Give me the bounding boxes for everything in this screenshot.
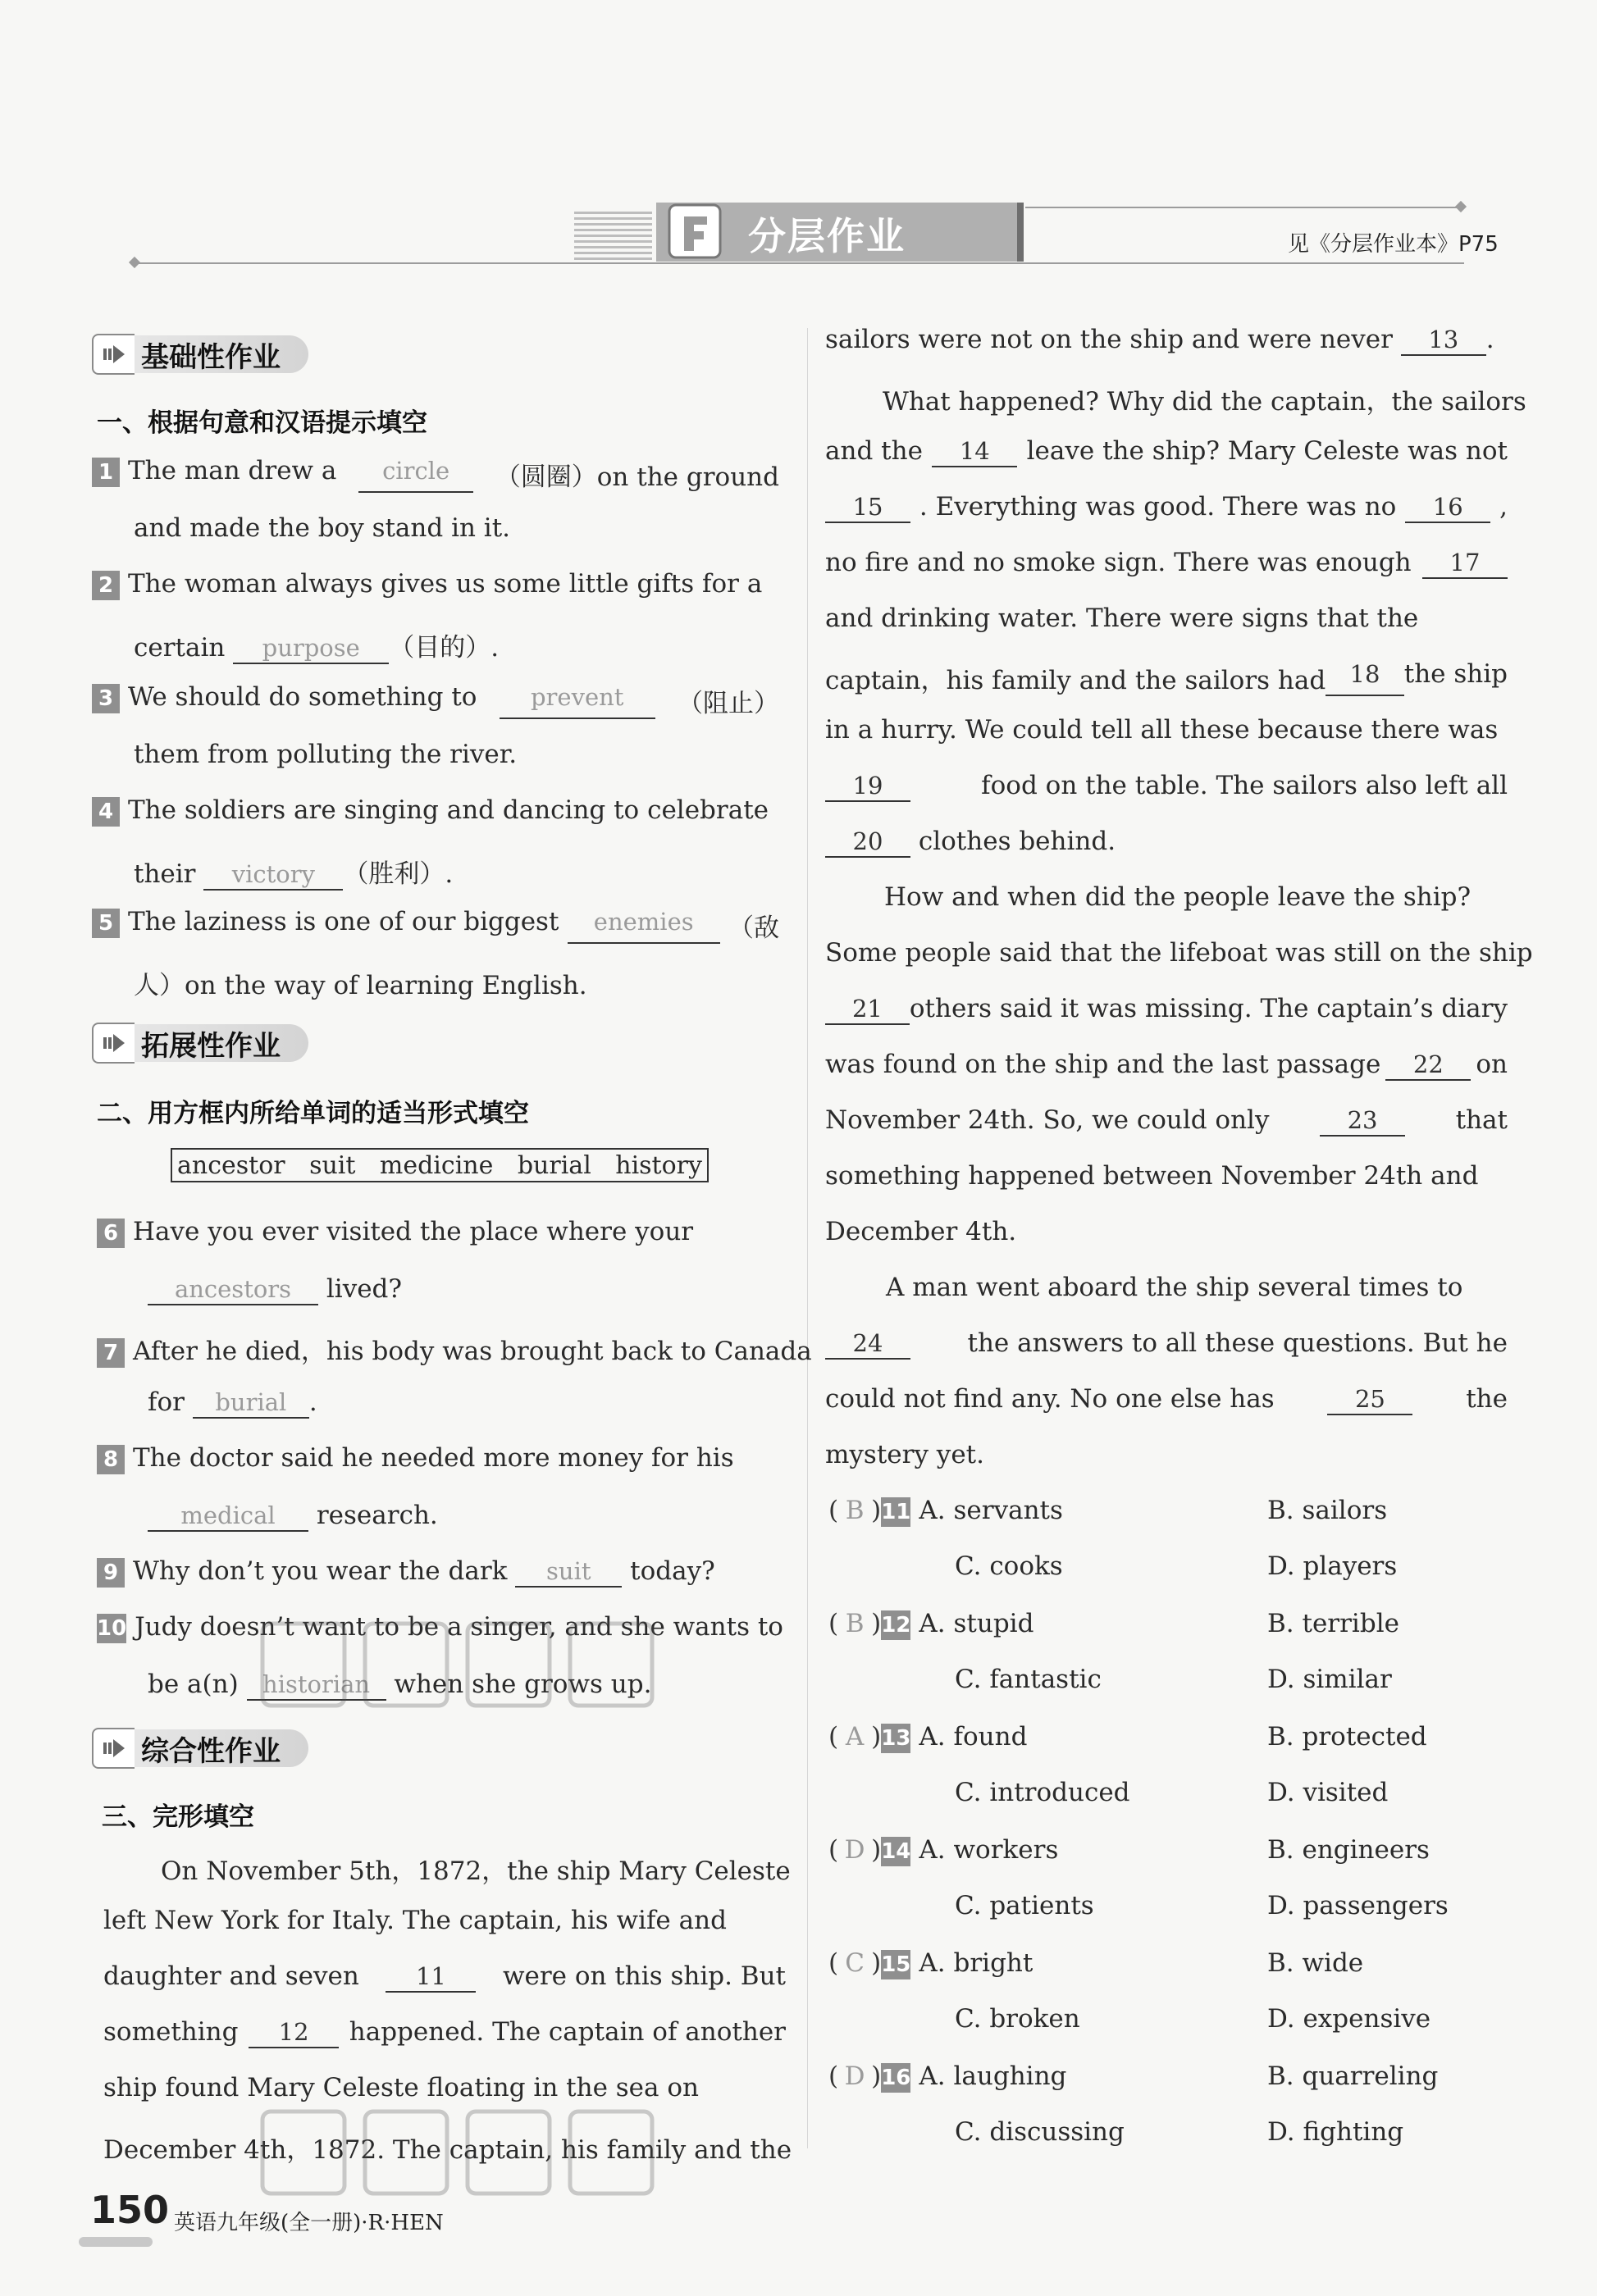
mc-answer: C [845,1948,865,1978]
item-2-line1: 2 The woman always gives us some little gifts for a [92,569,779,600]
word-box-word: burial [517,1150,591,1180]
item-4-line2: their victory （胜利）. [134,859,454,889]
passage-line: captain，his family and the sailors had 18 the ship [825,659,1508,695]
cloze-blank: 20 [825,827,910,858]
item-3-line1: 3 We should do something to prevent （阻止） [92,682,779,719]
passage-line: December 4th. [825,1217,1017,1246]
mc-option[interactable]: D. similar [1267,1665,1392,1694]
item-4-line1: 4 The soldiers are singing and dancing to celebrate [92,795,779,827]
answer-blank[interactable]: medical [148,1501,308,1532]
cloze-blank: 15 [825,492,910,523]
arrow-icon [102,1032,126,1054]
mc-option[interactable]: D. fighting [1267,2117,1404,2147]
mc-question-12[interactable]: ( B )12 A. stupid [828,1609,1034,1638]
mc-option[interactable]: B. engineers [1267,1835,1430,1865]
item-1-line2: and made the boy stand in it. [134,513,511,543]
page-number: 150 [90,2188,170,2232]
mc-option[interactable]: B. terrible [1267,1609,1399,1638]
passage-line: mystery yet. [825,1440,984,1469]
section-comprehensive [92,1725,308,1771]
item-6-line1: 6 Have you ever visited the place where your [97,1217,779,1248]
mc-option[interactable]: B. protected [1267,1722,1427,1752]
footer-book-title: 英语九年级(全一册)·R·HEN [174,2211,444,2235]
item-3-line2: them from polluting the river. [134,740,518,769]
section-extend-label: 拓展性作业 [135,1024,308,1062]
item-6-line2: ancestors lived? [148,1274,402,1305]
item-1-line1: 1 The man drew a circle （圆圈）on the ground [92,456,779,493]
mc-answer: A [845,1722,865,1752]
cloze-blank: 13 [1401,325,1486,356]
item-8-line1: 8 The doctor said he needed more money for his [97,1443,779,1474]
passage-line: 20 clothes behind. [825,827,1116,858]
item-7-line2: for burial . [148,1387,317,1417]
header-rule-right [1025,207,1460,208]
passage-line: could not find any. No one else has 25 the [825,1384,1508,1414]
passage-line: ship found Mary Celeste floating in the sea on [103,2073,699,2102]
word-box-word: suit [309,1150,356,1180]
mc-option[interactable]: C. broken [955,2004,1080,2034]
passage-line: left New York for Italy. The captain, his wife and [103,1906,727,1935]
item-8-line2: medical research. [148,1501,438,1532]
section-comprehensive-label: 综合性作业 [135,1729,308,1767]
passage-line: What happened? Why did the captain，the sailors [883,387,1526,417]
mc-option[interactable]: C. cooks [955,1551,1063,1581]
cloze-blank: 25 [1327,1384,1412,1415]
watermark-graphic [254,1607,664,1722]
mc-answer: B [845,1496,865,1525]
word-box-word: history [615,1150,702,1180]
passage-line: December 4th，1872. The captain, his family and the [103,2135,792,2165]
mc-option[interactable]: B. quarreling [1267,2061,1439,2091]
passage-line: in a hurry. We could tell all these because there was [825,715,1499,745]
item-10-line2: be a(n) historian when she grows up. [148,1670,652,1699]
cloze-blank: 23 [1320,1105,1405,1137]
arrow-icon [102,1738,126,1759]
item-5-line1: 5 The laziness is one of our biggest enemies （敌 [92,907,779,944]
passage-line: 21 others said it was missing. The captain’s diary [825,994,1508,1025]
answer-blank[interactable]: historian [247,1670,386,1701]
cloze-blank: 17 [1422,548,1508,579]
passage-line: no fire and no smoke sign. There was enough 17 [825,548,1508,579]
cloze-blank: 14 [932,436,1017,467]
passage-line: sailors were not on the ship and were never 13 . [825,325,1494,354]
mc-question-11[interactable]: ( B )11 A. servants [828,1496,1063,1525]
mc-option[interactable]: C. patients [955,1891,1094,1920]
item-10-line1: 10 Judy doesn’t want to be a singer, and she wants to [97,1612,783,1642]
passage-line: daughter and seven 11 were on this ship. But [103,1961,786,1991]
passage-line: How and when did the people leave the ship? [884,882,1472,912]
mc-option[interactable]: B. wide [1267,1948,1364,1978]
passage-line: November 24th. So, we could only 23 that [825,1105,1508,1135]
word-box [171,1148,709,1182]
header-stripes [574,209,652,260]
passage-line: A man went aboard the ship several times to [886,1273,1463,1302]
header-title: 分层作业 [748,214,906,258]
cloze-blank: 18 [1326,659,1404,696]
column-divider [807,328,808,2148]
watermark-graphic [254,2099,664,2206]
mc-answer: B [845,1609,865,1638]
cloze-blank: 11 [386,1961,476,1993]
passage-line: and drinking water. There were signs that the [825,604,1419,633]
answer-blank[interactable]: circle [358,456,473,493]
passage-line: and the 14 leave the ship? Mary Celeste was not [825,436,1508,466]
header-banner-edge [1017,203,1024,262]
passage-line: 24 the answers to all these questions. But he [825,1328,1508,1360]
passage-line: 19 food on the table. The sailors also left all [825,771,1508,802]
answer-blank[interactable]: ancestors [148,1274,318,1305]
passage-line: something happened between November 24th and [825,1161,1479,1191]
passage-line: On November 5th，1872，the ship Mary Celeste [161,1856,791,1886]
part3-title: 三、完形填空 [102,1802,254,1832]
cloze-blank: 21 [825,994,910,1025]
cloze-blank: 19 [825,771,910,802]
item-9-line1: 9 Why don’t you wear the dark suit today? [97,1556,715,1588]
answer-blank[interactable]: burial [193,1387,309,1419]
mc-option[interactable]: B. sailors [1267,1496,1388,1525]
answer-blank[interactable]: prevent [500,682,655,719]
passage-line: something 12 happened. The captain of another [103,2017,786,2047]
section-basic [92,331,308,377]
mc-option[interactable]: D. players [1267,1551,1398,1581]
mc-option[interactable]: D. passengers [1267,1891,1449,1920]
footer-bar [79,2237,153,2247]
word-box-word: medicine [379,1150,494,1180]
passage-line: Some people said that the lifeboat was still on the ship [825,938,1533,968]
mc-question-14[interactable]: ( D )14 A. workers [828,1835,1059,1865]
part2-title: 二、用方框内所给单词的适当形式填空 [97,1099,529,1128]
mc-option[interactable]: C. discussing [955,2117,1125,2147]
cloze-blank: 24 [825,1328,910,1360]
arrow-icon [102,344,126,365]
mc-option[interactable]: D. expensive [1267,2004,1431,2034]
section-extend [92,1020,308,1066]
mc-option[interactable]: C. fantastic [955,1665,1102,1694]
answer-blank[interactable]: victory [203,859,343,891]
item-5-line2: 人）on the way of learning English. [134,971,587,1000]
passage-line: was found on the ship and the last passage 22 on [825,1050,1508,1079]
item-number: 1 [92,458,120,487]
item-7-line1: 7 After he died，his body was brought back to Canada [97,1330,779,1368]
mc-question-16[interactable]: ( D )16 A. laughing [828,2061,1067,2091]
answer-blank[interactable]: purpose [233,633,389,664]
word-box-word: ancestor [177,1150,285,1180]
header-rule [135,262,1464,264]
mc-answer: D [844,1835,865,1865]
cloze-blank: 22 [1385,1050,1471,1081]
mc-question-13[interactable]: ( A )13 A. found [828,1722,1028,1752]
mc-option[interactable]: D. visited [1267,1778,1389,1807]
header-reference: 见《分层作业本》P75 [1288,232,1499,257]
answer-blank[interactable]: suit [515,1556,622,1588]
header-logo-icon [666,197,728,262]
mc-option[interactable]: C. introduced [955,1778,1130,1807]
cloze-blank: 16 [1405,492,1490,523]
mc-question-15[interactable]: ( C )15 A. bright [828,1948,1033,1978]
answer-blank[interactable]: enemies [568,907,720,944]
mc-answer: D [844,2061,865,2091]
passage-line: 15 . Everything was good. There was no 16 , [825,492,1508,523]
item-2-line2: certain purpose （目的）. [134,633,500,663]
part1-title: 一、根据句意和汉语提示填空 [97,408,427,438]
cloze-blank: 12 [249,2017,339,2048]
section-basic-label: 基础性作业 [135,335,308,373]
